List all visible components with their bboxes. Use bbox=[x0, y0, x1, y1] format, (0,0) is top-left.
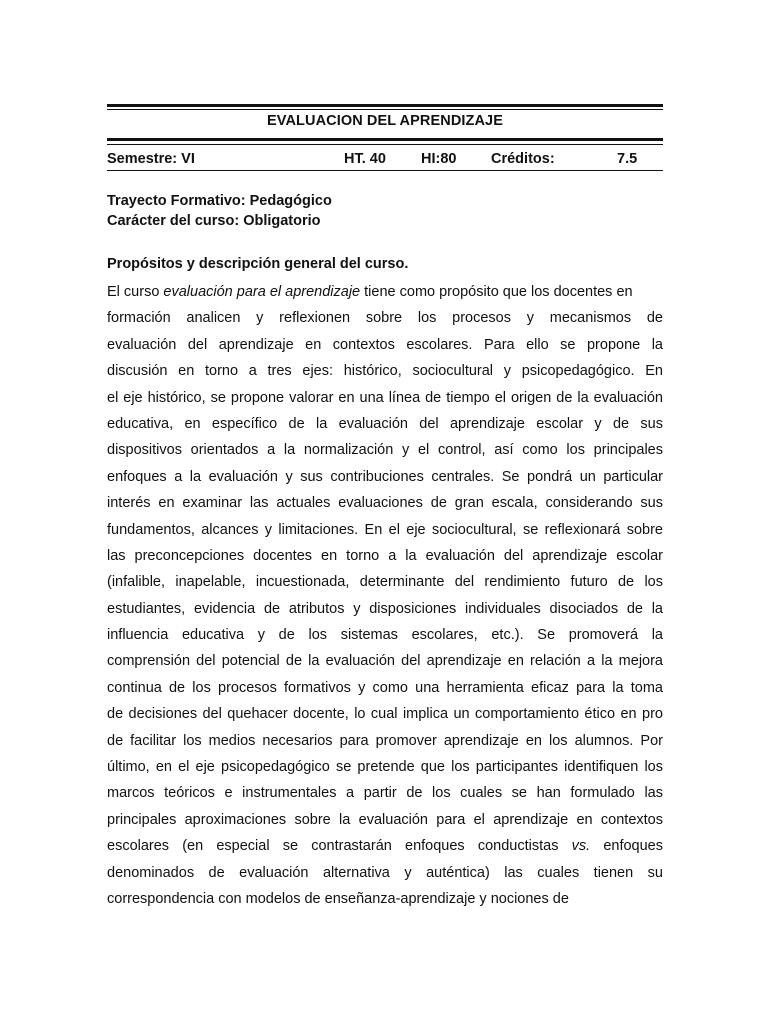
mid-rule-thick bbox=[107, 138, 663, 141]
paragraph-line bbox=[107, 860, 663, 886]
text-segment: tiene como propósito que los docentes en bbox=[360, 284, 633, 300]
course-meta-row bbox=[107, 151, 663, 169]
text-segment: fundamentos, alcances y limitaciones. En el eje sociocultural, se reflexionará sobre bbox=[107, 521, 663, 538]
italic-text: vs. bbox=[571, 838, 591, 855]
paragraph-line bbox=[107, 517, 663, 543]
text-segment: escolares (en especial se contrastarán enfoques conductistas bbox=[107, 838, 572, 855]
semestre-label: Semestre: VI bbox=[107, 151, 195, 167]
paragraph-line bbox=[107, 437, 663, 463]
ht-label: HT. 40 bbox=[344, 151, 386, 167]
hi-label: HI:80 bbox=[421, 151, 457, 167]
paragraph-line bbox=[107, 411, 663, 437]
top-rule-thick bbox=[107, 104, 663, 107]
paragraph-line bbox=[107, 332, 663, 358]
text-segment: educativa, en específico de la evaluación del aprendizaje escolar y de sus bbox=[107, 415, 663, 432]
paragraph-line bbox=[107, 701, 663, 727]
text-segment: influencia educativa y de los sistemas escolares, etc.). Se promoverá la bbox=[107, 627, 663, 644]
paragraph-line bbox=[107, 807, 663, 833]
paragraph-line bbox=[107, 490, 663, 516]
creditos-label: Créditos: bbox=[491, 151, 555, 167]
text-segment: enfoques a la evaluación y sus contribuciones centrales. Se pondrá un particular bbox=[107, 468, 663, 485]
paragraph-line bbox=[107, 728, 663, 754]
text-segment: principales aproximaciones sobre la evaluación para el aprendizaje en contextos bbox=[107, 811, 663, 828]
text-segment: denominados de evaluación alternativa y auténtica) las cuales tienen su bbox=[107, 864, 663, 881]
text-segment: de facilitar los medios necesarios para promover aprendizaje en los alumnos. Por bbox=[107, 732, 663, 749]
text-segment: formación analicen y reflexionen sobre los procesos y mecanismos de bbox=[107, 310, 663, 327]
text-segment: continua de los procesos formativos y como una herramienta eficaz para la toma bbox=[107, 679, 663, 696]
text-segment: (infalible, inapelable, incuestionada, determinante del rendimiento futuro de los bbox=[107, 574, 663, 591]
paragraph-line bbox=[107, 833, 663, 859]
paragraph-line bbox=[107, 648, 663, 674]
trayecto-formativo: Trayecto Formativo: Pedagógico bbox=[107, 193, 332, 209]
text-segment: correspondencia con modelos de enseñanza-aprendizaje y nociones de bbox=[107, 890, 569, 907]
paragraph-line bbox=[107, 385, 663, 411]
caracter-curso: Carácter del curso: Obligatorio bbox=[107, 213, 321, 229]
text-segment: interés en examinar las actuales evaluaciones de gran escala, considerando sus bbox=[107, 495, 663, 512]
top-rule-thin bbox=[107, 109, 663, 110]
paragraph-line bbox=[107, 754, 663, 780]
text-segment: enfoques bbox=[590, 838, 663, 855]
paragraph-line bbox=[107, 543, 663, 569]
paragraph-line bbox=[107, 675, 663, 701]
paragraph-line bbox=[107, 622, 663, 648]
text-segment: el eje histórico, se propone valorar en una línea de tiempo el origen de la evaluación bbox=[107, 389, 663, 406]
text-segment: dispositivos orientados a la normalización y el control, así como los principales bbox=[107, 442, 663, 459]
text-segment: las preconcepciones docentes en torno a la evaluación del aprendizaje escolar bbox=[107, 547, 663, 564]
paragraph-line bbox=[107, 305, 663, 331]
text-segment: comprensión del potencial de la evaluación del aprendizaje en relación a la mejora bbox=[107, 653, 663, 670]
text-segment: evaluación del aprendizaje en contextos escolares. Para ello se propone la bbox=[107, 336, 663, 353]
paragraph-line bbox=[107, 464, 663, 490]
section-heading: Propósitos y descripción general del curso. bbox=[107, 256, 409, 272]
paragraph-line bbox=[107, 569, 663, 595]
text-segment: de decisiones del quehacer docente, lo cual implica un comportamiento ético en pro bbox=[107, 706, 663, 723]
mid-rule-thin bbox=[107, 144, 663, 145]
paragraph-line bbox=[107, 886, 663, 912]
document-title: EVALUACION DEL APRENDIZAJE bbox=[267, 113, 503, 129]
paragraph-line bbox=[107, 780, 663, 806]
creditos-value: 7.5 bbox=[617, 151, 638, 167]
italic-text: evaluación para el aprendizaje bbox=[163, 284, 361, 300]
paragraph-line bbox=[107, 358, 663, 384]
text-segment: marcos teóricos e instrumentales a partir de los cuales se han formulado las bbox=[107, 785, 663, 802]
meta-underline bbox=[107, 170, 663, 171]
section-body bbox=[107, 279, 663, 912]
text-segment: discusión en torno a tres ejes: histórico, sociocultural y psicopedagógico. En bbox=[107, 363, 663, 380]
text-segment: último, en el eje psicopedagógico se pretende que los participantes identifiquen los bbox=[107, 759, 663, 776]
text-segment: El curso bbox=[107, 284, 164, 300]
text-segment: estudiantes, evidencia de atributos y disposiciones individuales disociados de la bbox=[107, 600, 663, 617]
paragraph-line bbox=[107, 596, 663, 622]
paragraph-line bbox=[107, 279, 663, 305]
